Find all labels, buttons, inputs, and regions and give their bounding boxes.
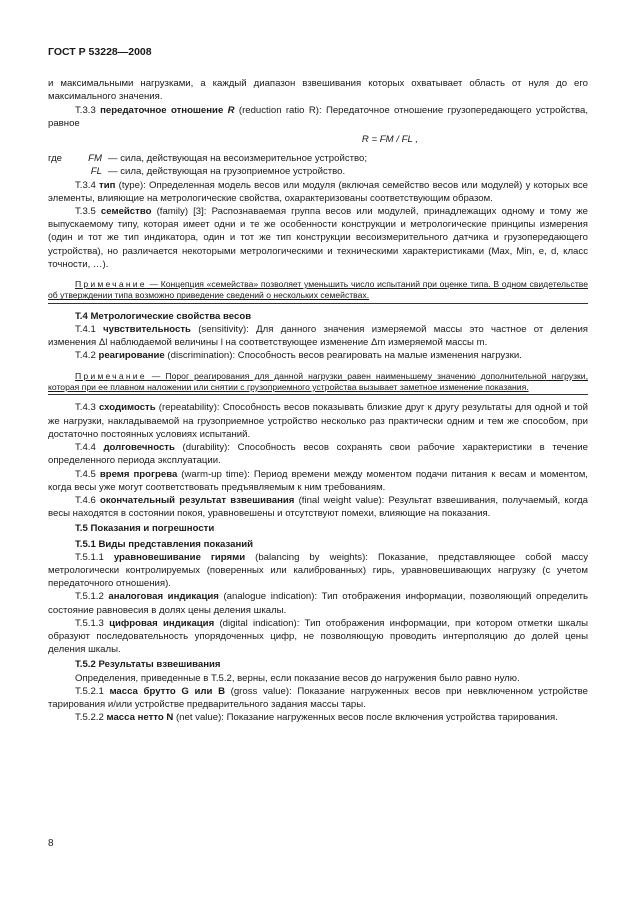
clause-number: Т.5.1.2 [75, 591, 109, 603]
definition-t511 [48, 551, 588, 591]
symbol-fm: FM [88, 153, 102, 165]
note-label: Примечание [75, 370, 147, 381]
definition-t45 [48, 468, 588, 494]
definition-t33 [48, 104, 588, 130]
term: долговечность [103, 442, 175, 454]
term: тип [99, 179, 116, 191]
clause-number: Т.3.5 [75, 206, 101, 218]
definition-t42 [48, 349, 588, 362]
clause-number: Т.4.5 [75, 468, 100, 480]
term: семейство [100, 206, 152, 218]
definition-text: (reduction ratio R): Передаточное отношение грузопередающего устройства, равное [48, 104, 588, 129]
term: цифровая индикация [109, 617, 215, 629]
term: масса брутто G или B [109, 685, 225, 697]
definition-t512 [48, 590, 588, 616]
note-label: Примечание [75, 279, 147, 290]
term: время прогрева [99, 468, 178, 480]
definition-text: (sensitivity): Для данного значения измеряемой массы это частное от деления изменения Δl наблюдаемой величины l на соответствующее изменение Δm измеряемой массы m. [48, 324, 588, 349]
definition-text: (net value): Показание нагруженных весов после включения устройства тарирования. [173, 712, 558, 724]
definition-text: (analogue indication): Тип отображения информации, позволяющий определить состояние равновесия в долях цены деления шкалы. [48, 591, 588, 616]
clause-number: Т.4.2 [75, 350, 99, 362]
subsection-heading: Т.5.2 Результаты взвешивания [75, 659, 221, 671]
definition-t521 [48, 685, 588, 711]
clause-number: Т.4.1 [75, 324, 104, 336]
paragraph: и максимальными нагрузками, а каждый диапазон взвешивания которых охватывает область от нуля до его максимального значения. [48, 78, 588, 103]
clause-number: Т.4.6 [75, 494, 101, 506]
note-text: — Порог реагирования для данной нагрузки равен наименьшему значению дополнительной нагрузки, которая при ее плавном наложении или снятии с грузоприемного устройства вызывает заметное изменение показания. [48, 370, 588, 393]
section-heading: Т.5 Показания и погрешности [75, 523, 215, 535]
definition-text: (type): Определенная модель весов или модуля (включая семейство весов или модулей) у которых все элементы, влияющие на метрологические свойства, охарактеризованы соответствующим образом. [48, 179, 588, 204]
definition-text: (family) [3]: Распознаваемая группа весов или модулей, принадлежащих одному и тому же выпускаемому типу, которая имеет одни и те же особенности конструкции и метрологические принципы измерения (один и тот же тип индикатора, один и тот же тип конструкции весоизмерительного датчика и грузопередающего устройства), но различается некоторыми метрологическими и техническими характеристиками (Max, Min, e, d, класс точности, …). [48, 206, 588, 270]
term: передаточное отношение [100, 104, 224, 116]
page-number: 8 [48, 838, 54, 849]
definition-t46 [48, 494, 588, 520]
term: реагирование [98, 350, 165, 362]
clause-number: Т.4.4 [75, 442, 104, 454]
clause-number: Т.5.2.2 [75, 712, 107, 724]
term: сходимость [98, 402, 156, 414]
note-family [48, 279, 588, 304]
clause-number: Т.4.3 [75, 402, 99, 414]
formula: R = FM / FL , [361, 134, 418, 146]
definition-t34 [48, 179, 588, 205]
document-header: ГОСТ Р 53228—2008 [48, 46, 152, 58]
note-text: — Концепция «семейства» позволяет уменьшить число испытаний при оценке типа. В одном свидетельстве об утверждении типа возможно приведение сведений о нескольких семействах. [48, 279, 588, 301]
definition-t35 [48, 205, 588, 271]
clause-number: Т.5.1.3 [75, 617, 110, 629]
document-page [48, 46, 588, 724]
definition-t513 [48, 617, 588, 657]
legend-lead: где [48, 153, 63, 165]
note-discrimination [48, 371, 588, 396]
term: уравновешивание гирями [113, 551, 246, 563]
paragraph: Определения, приведенные в Т.5.2, верны, если показание весов до нагружения было равно нулю. [75, 672, 520, 684]
clause-number: Т.3.3 [75, 104, 101, 116]
term: аналоговая индикация [108, 591, 219, 603]
definition-text: (durability): Способность весов сохранять свои рабочие характеристики в течение определенного периода эксплуатации. [48, 442, 588, 467]
definition-text: (gross value): Показание нагруженных весов при невключенном устройстве тарирования и/или устройстве предварительного задания массы тары. [48, 685, 588, 710]
definition-text: (digital indication): Тип отображения информации, при котором отметки шкалы образуют последовательность упорядоченных цифр, не позволяющую проводить интерполяцию до долей цены деления шкалы. [48, 617, 588, 656]
clause-number: Т.3.4 [75, 179, 100, 191]
definition-text: (balancing by weights): Показание, представляющее собой массу метрологически контролируемых (поверенных или калиброванных) гирь, уравновешивающих нагрузку (с учетом передаточного отношения). [48, 551, 588, 590]
definition-text: (final weight value): Результат взвешивания, получаемый, когда весы находятся в состоянии покоя, уравновешены и отсутствуют помехи, влияющие на показания. [48, 494, 589, 520]
term: масса нетто N [106, 712, 174, 724]
symbol-fl: FL [90, 166, 102, 178]
legend-fm-text: — сила, действующая на весоизмерительное устройство; [108, 153, 368, 165]
term: окончательный результат взвешивания [100, 494, 295, 506]
definition-text: (warm-up time): Период времени между моментом подачи питания к весам и моментом, когда весы уже могут соответствовать предъявляемым к ним требованиям. [48, 468, 588, 493]
definition-text: (discrimination): Способность весов реагировать на малые изменения нагрузки. [164, 350, 522, 362]
term: чувствительность [103, 324, 191, 336]
clause-number: Т.5.2.1 [75, 685, 110, 697]
subsection-heading: Т.5.1 Виды представления показаний [75, 538, 254, 550]
definition-t41 [48, 323, 588, 349]
legend-fl-text: — сила, действующая на грузоприемное устройство. [108, 166, 346, 178]
definition-t44 [48, 441, 588, 467]
clause-number: Т.5.1.1 [75, 551, 114, 563]
formula-legend [48, 152, 588, 178]
term-symbol: R [223, 104, 235, 116]
definition-text: (repeatability): Способность весов показывать близкие друг к другу результаты для одной и той же нагрузки, накладываемой на грузоприемное устройство несколько раз практически одним и тем же способом, при достаточно постоянных условиях испытаний. [48, 402, 588, 440]
section-heading: Т.4 Метрологические свойства весов [75, 310, 252, 322]
definition-t522 [48, 711, 588, 724]
definition-t43 [48, 401, 588, 441]
